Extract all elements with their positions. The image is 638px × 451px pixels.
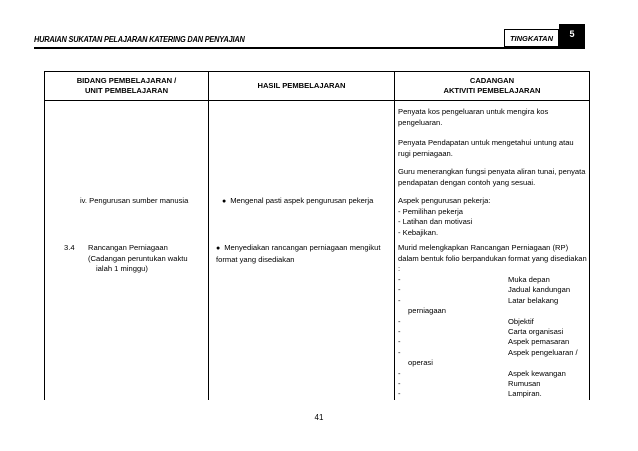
table-left-border [44,71,45,400]
list-item: perniagaan [408,306,447,316]
unit-number-3-4: 3.4 [64,243,75,252]
header-cadangan-aktiviti: CADANGAN AKTIVITI PEMBELAJARAN [443,76,541,95]
table-col-divider-2 [394,71,395,400]
activity-rancangan-perniagaan-intro: Murid melengkapkan Rancangan Perniagaan (RP) dalam bentuk folio berpandukan format yang disediakan : [398,243,587,273]
outcome-rancangan-perniagaan: ● Menyediakan rancangan perniagaan mengikut format yang disediakan [216,243,381,264]
bullet-icon: ● [216,245,221,252]
header-bidang-pembelajaran: BIDANG PEMBELAJARAN / UNIT PEMBELAJARAN [76,76,177,95]
tingkatan-label: TINGKATAN [504,29,559,47]
header-hasil-pembelajaran: HASIL PEMBELAJARAN [257,81,346,90]
list-item: operasi [408,358,433,368]
list-item: - Objektif [398,316,534,326]
list-item: - Muka depan [398,275,550,284]
bullet-icon: ● [222,198,227,205]
list-item: - Latihan dan motivasi [398,217,473,226]
page-number: 41 [314,413,324,422]
table-col-divider-1 [208,71,209,400]
header-rule [34,47,585,49]
list-item: - Kebajikan. [398,227,439,237]
list-item: - Aspek pemasaran [398,337,570,347]
list-item: - Pemilihan pekerja [398,206,463,216]
table-header-divider [44,100,590,101]
document-title: HURAIAN SUKATAN PELAJARAN KATERING DAN PENYAJIAN [34,35,245,44]
list-item: - Aspek kewangan [398,368,566,378]
unit-pengurusan-sumber-manusia: iv. Pengurusan sumber manusia [80,196,189,205]
outcome-aspek-pengurusan: ● Mengenal pasti aspek pengurusan pekerja [222,196,390,208]
activity-penyata-pendapatan: Penyata Pendapatan untuk mengetahui untung atau rugi perniagaan. [398,138,574,158]
list-item: - Jadual kandungan [398,285,571,295]
list-item: - Rumusan [398,378,541,388]
list-item: - Carta organisasi [398,326,564,336]
activity-aspek-pengurusan-pekerja: Aspek pengurusan pekerja: - Pemilihan pekerja - Latihan dan motivasi - Kebajikan. [398,196,586,238]
list-item: - Latar belakang [398,295,559,305]
activity-kos-pengeluaran: Penyata kos pengeluaran untuk mengira kos pengeluaran. [398,107,549,127]
tingkatan-level: 5 [559,24,585,47]
rp-contents-list [398,275,590,400]
activity-penyata-aliran-tunai: Guru menerangkan fungsi penyata aliran tunai, penyata pendapatan dengan contoh yang sesuai. [398,167,586,187]
unit-rancangan-perniagaan: Rancangan Perniagaan (Cadangan peruntukan waktu ialah 1 minggu) [88,243,188,273]
list-item: - Lampiran. [398,389,542,399]
list-item: - Aspek pengeluaran / [398,347,578,357]
